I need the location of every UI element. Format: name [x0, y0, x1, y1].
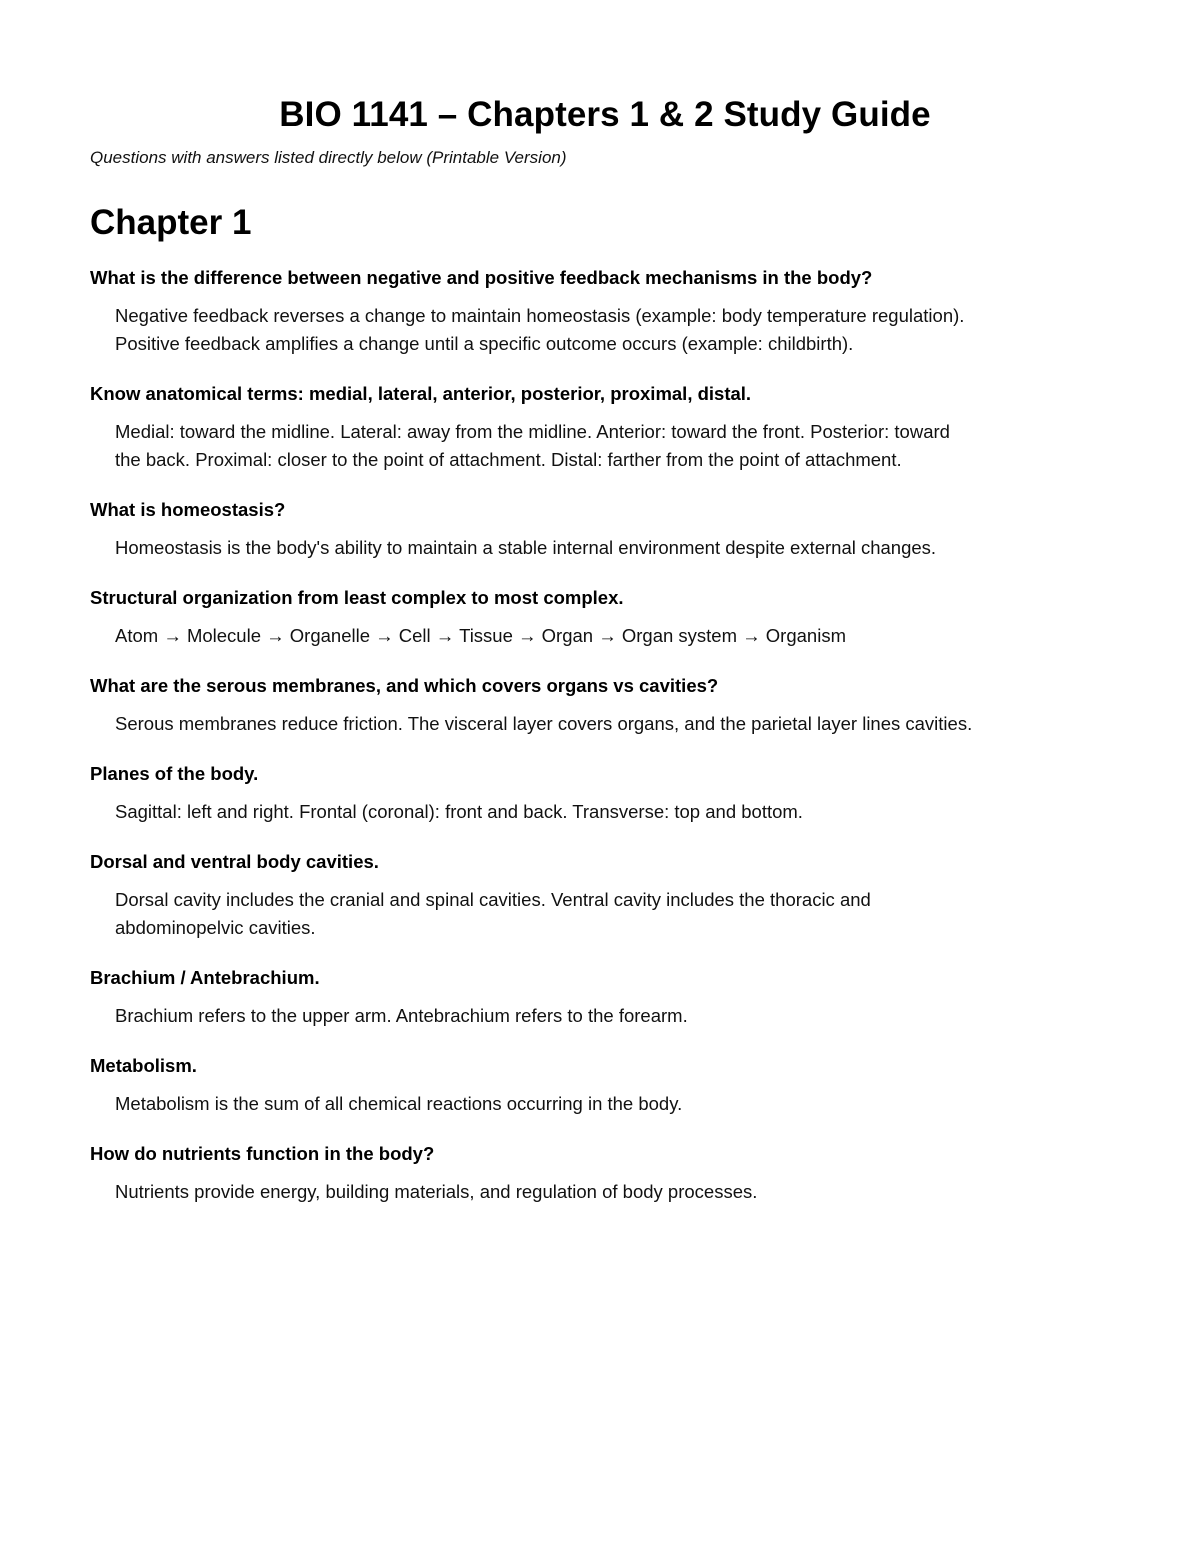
answer-line: Positive feedback amplifies a change until a specific outcome occurs (example: childbirth).	[115, 333, 854, 354]
question-text: Planes of the body.	[90, 763, 259, 784]
answer-text	[90, 1090, 1120, 1118]
answer-line: Brachium refers to the upper arm. Antebrachium refers to the forearm.	[115, 1005, 688, 1026]
question-text: Brachium / Antebrachium.	[90, 967, 320, 988]
answer-line: Dorsal cavity includes the cranial and spinal cavities. Ventral cavity includes the thoracic and	[115, 889, 871, 910]
answer-line: Metabolism is the sum of all chemical reactions occurring in the body.	[115, 1093, 683, 1114]
answer-line: Homeostasis is the body's ability to maintain a stable internal environment despite external changes.	[115, 537, 937, 558]
question-text: Dorsal and ventral body cavities.	[90, 851, 379, 872]
document-page	[90, 88, 1120, 1206]
document-title: BIO 1141 – Chapters 1 & 2 Study Guide	[279, 95, 931, 134]
question-text: How do nutrients function in the body?	[90, 1143, 435, 1164]
answer-line: Sagittal: left and right. Frontal (coronal): front and back. Transverse: top and bottom.	[115, 801, 803, 822]
answer-text	[90, 710, 1120, 738]
question-list	[90, 264, 1120, 1206]
question-item	[90, 496, 1120, 562]
question-text: Know anatomical terms: medial, lateral, anterior, posterior, proximal, distal.	[90, 383, 752, 404]
question-item	[90, 964, 1120, 1030]
answer-line: Nutrients provide energy, building materials, and regulation of body processes.	[115, 1181, 758, 1202]
question-item	[90, 584, 1120, 650]
question-item	[90, 1140, 1120, 1206]
answer-text	[90, 622, 1120, 650]
question-item	[90, 380, 1120, 474]
answer-text	[90, 1002, 1120, 1030]
chapter-heading: Chapter 1	[90, 203, 252, 242]
question-text: What is homeostasis?	[90, 499, 286, 520]
question-text: Structural organization from least complex to most complex.	[90, 587, 624, 608]
question-text: What are the serous membranes, and which covers organs vs cavities?	[90, 675, 719, 696]
answer-line: the back. Proximal: closer to the point of attachment. Distal: farther from the point of attachment.	[115, 449, 902, 470]
answer-text	[90, 418, 1120, 474]
answer-text	[90, 886, 1120, 942]
answer-text	[90, 798, 1120, 826]
question-item	[90, 760, 1120, 826]
question-item	[90, 848, 1120, 942]
answer-line: Negative feedback reverses a change to maintain homeostasis (example: body temperature regulation).	[115, 305, 965, 326]
answer-line: Atom → Molecule → Organelle → Cell → Tissue → Organ → Organ system → Organism	[115, 625, 846, 646]
answer-text	[90, 302, 1120, 358]
question-text: Metabolism.	[90, 1055, 197, 1076]
answer-line: Medial: toward the midline. Lateral: away from the midline. Anterior: toward the front. Posterior: toward	[115, 421, 950, 442]
question-text: What is the difference between negative and positive feedback mechanisms in the body?	[90, 267, 873, 288]
question-item	[90, 672, 1120, 738]
answer-line: abdominopelvic cavities.	[115, 917, 316, 938]
question-item	[90, 264, 1120, 358]
answer-text	[90, 534, 1120, 562]
answer-text	[90, 1178, 1120, 1206]
document-subtitle: Questions with answers listed directly below (Printable Version)	[90, 148, 567, 167]
question-item	[90, 1052, 1120, 1118]
answer-line: Serous membranes reduce friction. The visceral layer covers organs, and the parietal layer lines cavities.	[115, 713, 973, 734]
